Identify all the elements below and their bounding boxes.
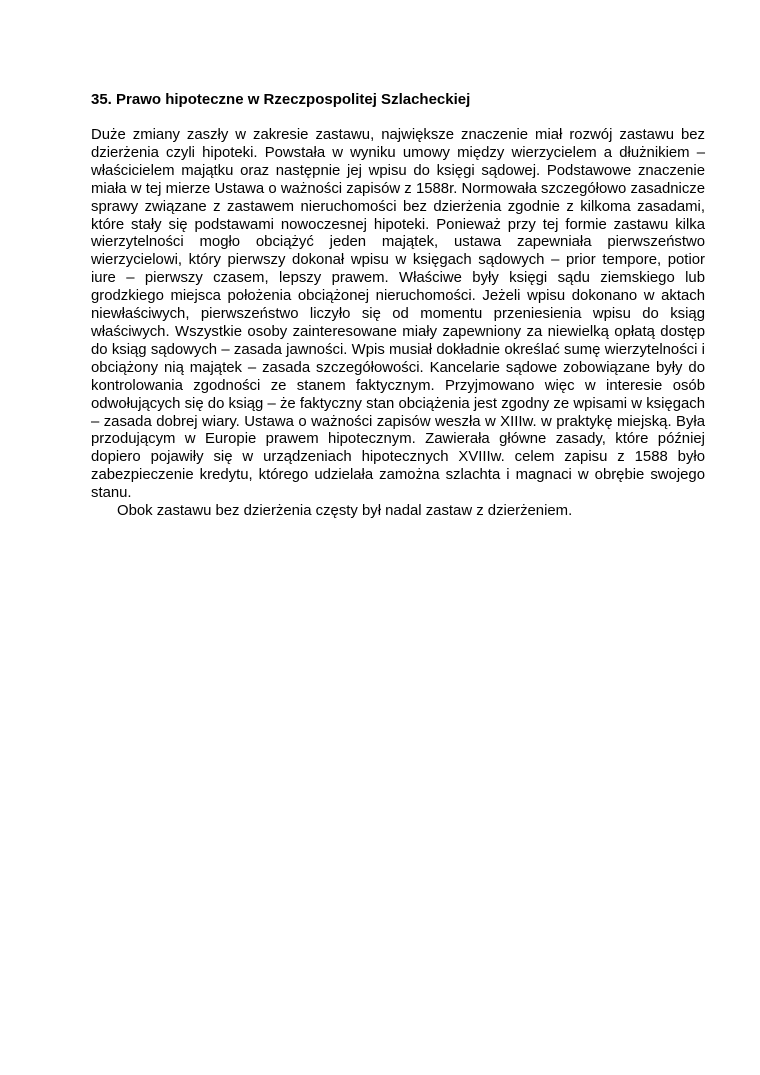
body-paragraph: Duże zmiany zaszły w zakresie zastawu, największe znaczenie miał rozwój zastawu bez dzierżenia czyli hipoteki. Powstała w wyniku umowy między wierzycielem a dłużnikiem – właścicielem majątku oraz następnie jej wpisu do księgi sądowej. Podstawowe znaczenie miała w tej mierze Ustawa o ważności zapisów z 1588r. Normowała szczegółowo zasadnicze sprawy związane z zastawem nieruchomości bez dzierżenia zgodnie z kilkoma zasadami, które stały się podstawami nowoczesnej hipoteki. Ponieważ przy tej formie zastawu kilka wierzytelności mogło obciążyć jeden majątek, ustawa zapewniała pierwszeństwo wierzycielowi, który pierwszy dokonał wpisu w księgach sądowych – prior tempore, potior iure – pierwszy czasem, lepszy prawem. Właściwe były księgi sądu ziemskiego lub grodzkiego miejsca położenia obciążonej nieruchomości. Jeżeli wpisu dokonano w aktach niewłaściwych, pierwszeństwo liczyło się od momentu przeniesienia wpisu do ksiąg właściwych. Wszystkie osoby zainteresowane miały zapewniony za niewielką opłatą dostęp do ksiąg sądowych – zasada jawności. Wpis musiał dokładnie określać sumę wierzytelności i obciążony nią majątek – zasada szczegółowości. Kancelarie sądowe zobowiązane były do kontrolowania zgodności ze stanem faktycznym. Przyjmowano więc w interesie osób odwołujących się do ksiąg – że faktyczny stan obciążenia jest zgodny ze wpisami w księgach – zasada dobrej wiary. Ustawa o ważności zapisów weszła w XIIIw. w praktykę miejską. Była przodującym w Europie prawem hipotecznym. Zawierała główne zasady, które później dopiero pojawiły się w urządzeniach hipotecznych XVIIIw. celem zapisu z 1588 było zabezpieczenie kredytu, którego udzielała zamożna szlachta i magnaci w obrębie swojego stanu. [91,127,705,502]
document-heading: 35. Prawo hipoteczne w Rzeczpospolitej Szlacheckiej [91,91,471,108]
body-paragraph: Obok zastawu bez dzierżenia częsty był nadal zastaw z dzierżeniem. [117,503,573,520]
document-page [91,90,705,521]
